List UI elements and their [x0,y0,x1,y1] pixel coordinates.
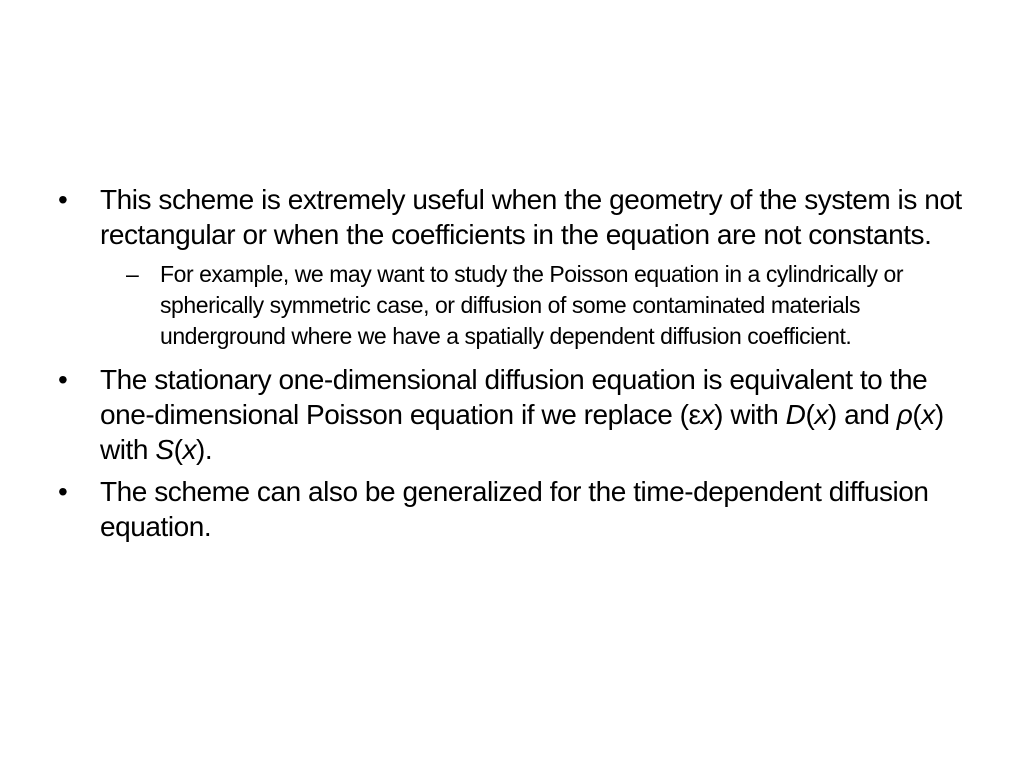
variable-D: D [785,399,806,430]
bullet-list [58,182,988,551]
variable-rho: ρ [896,399,913,430]
bullet-marker: • [58,184,68,215]
text-segment: The stationary one-dimensional diffusion equation is equivalent to the one-dimensional Poisson equation if we replace (ε [100,364,928,430]
text-segment: ( [805,399,815,430]
text-segment: ). [196,434,213,465]
variable-S: S [155,434,174,465]
sub-bullet-marker: – [126,261,139,287]
text-segment: ( [173,434,183,465]
bullet-text-3: The scheme can also be generalized for the time-dependent diffusion equation. [100,476,929,542]
text-segment: ) with [100,399,944,465]
sub-bullet-text-1: For example, we may want to study the Poisson equation in a cylindrically or spherically symmetric case, or diffusion of some contaminated materials underground where we have a spatially dependent diffusion coefficient. [160,261,904,349]
bullet-item-2 [58,362,988,467]
variable-x: x [921,399,935,430]
variable-x: x [700,399,715,430]
sub-bullet-item-1 [126,259,988,352]
variable-x: x [182,434,196,465]
bullet-marker: • [58,364,68,395]
bullet-item-3 [58,474,988,544]
bullet-item-1 [58,182,988,252]
text-segment: ( [912,399,922,430]
text-segment: ) and [827,399,897,430]
bullet-text-1: This scheme is extremely useful when the geometry of the system is not rectangular or when the coefficients in the equation are not constants. [100,184,962,250]
bullet-marker: • [58,476,68,507]
bullet-text-2 [100,364,944,465]
text-segment: ) with [714,399,786,430]
variable-x: x [814,399,828,430]
